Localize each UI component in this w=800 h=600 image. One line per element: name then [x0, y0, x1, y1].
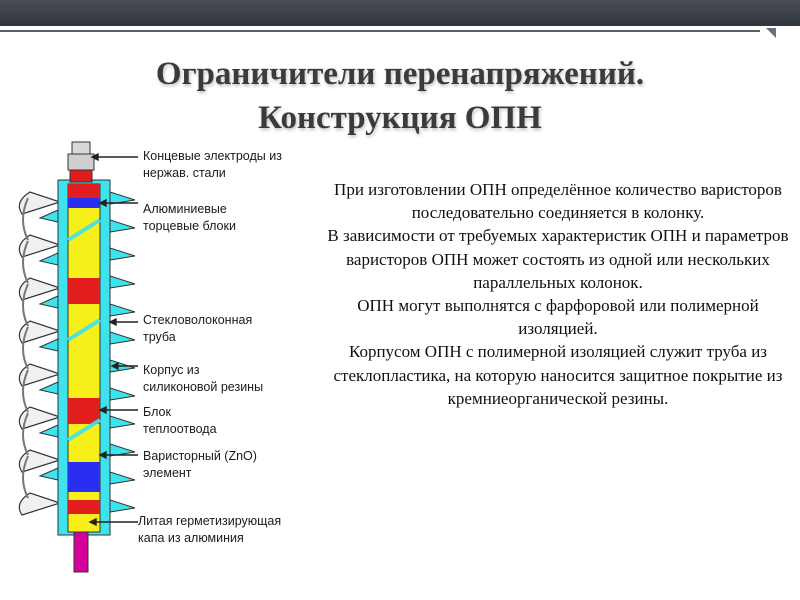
paragraph: В зависимости от требуемых характеристик ОПН и параметров варисторов ОПН может состоять из одной или нескольких параллельных колонок.	[327, 226, 789, 292]
description-text	[318, 178, 798, 410]
bottom-electrode	[74, 532, 88, 572]
label-line: Блок	[143, 405, 171, 419]
label-silicone-housing	[143, 362, 263, 396]
label-line: Концевые электроды из	[143, 149, 282, 163]
label-line: торцевые блоки	[143, 219, 236, 233]
label-line: Варисторный (ZnO)	[143, 449, 257, 463]
label-line: капа из алюминия	[138, 531, 244, 545]
corner-decoration-icon	[766, 28, 776, 38]
label-heat-sink-block	[143, 404, 217, 438]
left-sheds	[19, 192, 60, 515]
slide-title	[0, 52, 800, 140]
label-aluminium-end-blocks	[143, 201, 236, 235]
paragraph: Корпусом ОПН с полимерной изоляцией служит труба из стеклопластика, на которую наносится защитное покрытие из кремниеорганической резины.	[333, 342, 783, 408]
label-line: Литая герметизирующая	[138, 514, 282, 528]
slide-title-line-1: Ограничители перенапряжений.	[155, 56, 645, 92]
label-line: теплоотвода	[143, 422, 217, 436]
label-line: силиконовой резины	[143, 380, 264, 394]
label-sealing-cap	[138, 513, 281, 547]
paragraph: ОПН могут выполнятся с фарфоровой или полимерной изоляцией.	[357, 296, 759, 339]
top-electrode	[68, 142, 94, 182]
slide-title-line-2: Конструкция ОПН	[258, 100, 542, 136]
label-varistor-element	[143, 448, 257, 482]
label-line: нержав. стали	[143, 166, 226, 180]
paragraph: При изготовлении ОПН определённое количество варисторов последовательно соединяется в колонку.	[334, 180, 782, 223]
label-line: элемент	[143, 466, 192, 480]
label-fiberglass-tube	[143, 312, 252, 346]
right-sheds	[110, 192, 135, 512]
arrester-diagram	[0, 140, 310, 580]
label-line: Стекловолоконная	[143, 313, 253, 327]
label-end-electrodes	[143, 148, 282, 182]
top-divider-line	[0, 30, 760, 32]
top-banner	[0, 0, 800, 26]
label-line: Корпус из	[143, 363, 200, 377]
label-line: Алюминиевые	[143, 202, 227, 216]
label-line: труба	[143, 330, 176, 344]
